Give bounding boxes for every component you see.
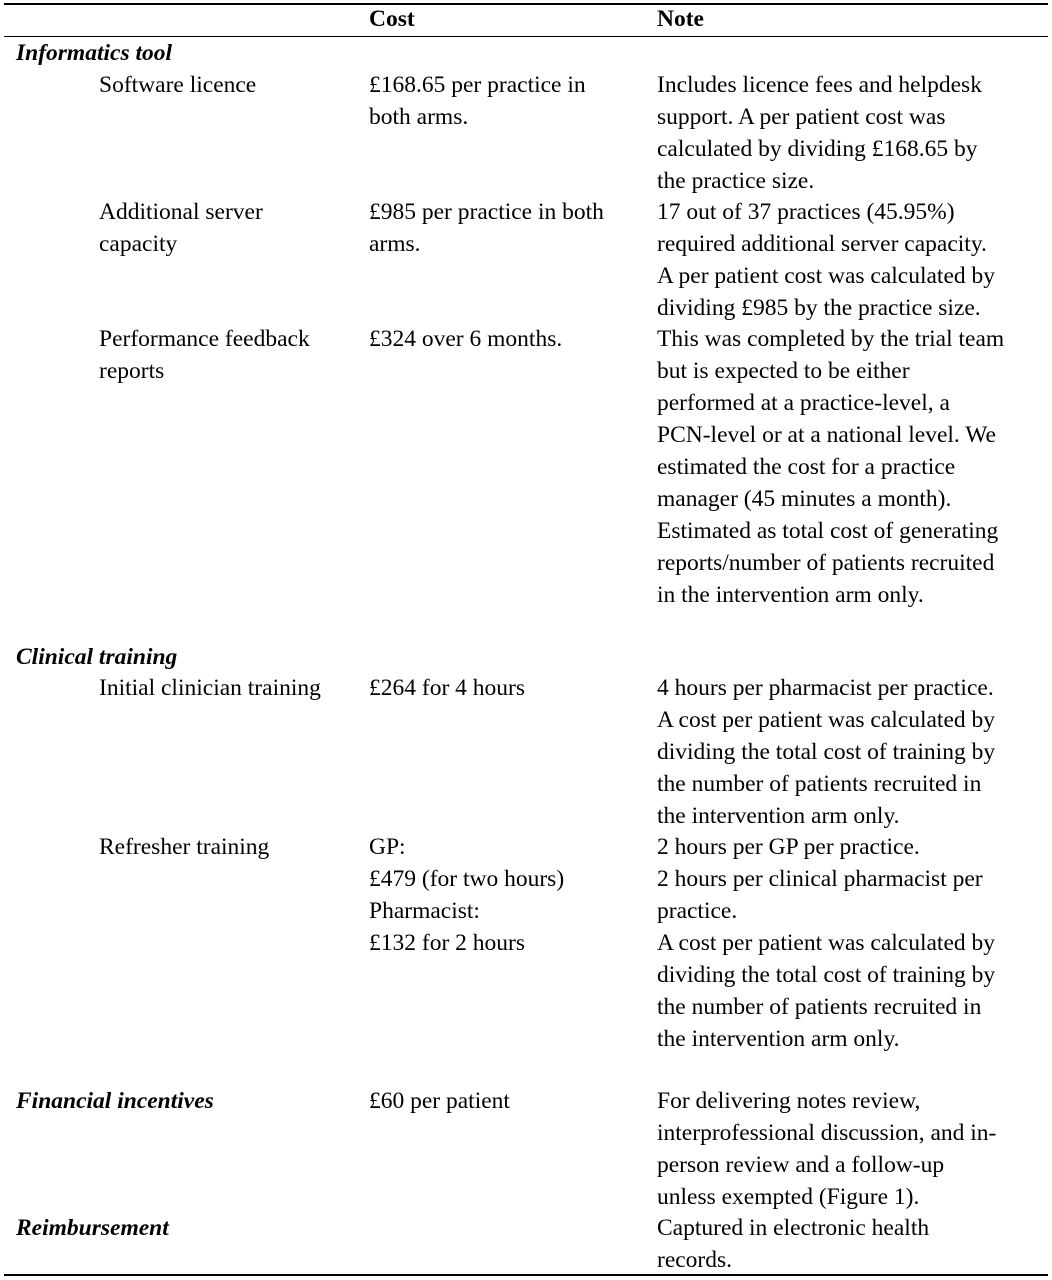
row-server-capacity-item — [99, 196, 359, 260]
note-line: A per patient cost was calculated by — [657, 263, 996, 289]
cost-line: £60 per patient — [369, 1088, 510, 1114]
cost-line: £168.65 per practice in — [369, 72, 586, 98]
row-feedback-reports-note — [657, 323, 1047, 611]
cost-line: £985 per practice in both — [369, 199, 604, 225]
row-software-licence-note — [657, 69, 1047, 197]
item-line: Performance feedback — [99, 326, 310, 352]
note-line: the number of patients recruited in — [657, 994, 982, 1020]
note-line: estimated the cost for a practice — [657, 454, 956, 480]
item-line: reports — [99, 358, 165, 384]
row-initial-training-note — [657, 672, 1047, 832]
note-line: dividing £985 by the practice size. — [657, 295, 981, 321]
note-line: 17 out of 37 practices (45.95%) — [657, 199, 955, 225]
note-line: the intervention arm only. — [657, 1026, 900, 1052]
note-line: required additional server capacity. — [657, 231, 987, 257]
cost-line: arms. — [369, 231, 421, 257]
note-line: person review and a follow-up — [657, 1152, 945, 1178]
note-line: PCN-level or at a national level. We — [657, 422, 996, 448]
row-software-licence-cost — [369, 69, 639, 133]
note-line: 4 hours per pharmacist per practice. — [657, 675, 994, 701]
row-refresher-training-note — [657, 831, 1047, 1055]
table-top-rule — [4, 3, 1048, 5]
note-line: records. — [657, 1247, 733, 1273]
note-line: manager (45 minutes a month). — [657, 486, 952, 512]
note-line: Captured in electronic health — [657, 1215, 930, 1241]
section-title-clinical-training: Clinical training — [16, 644, 178, 670]
row-server-capacity-note — [657, 196, 1047, 324]
item-line: Refresher training — [99, 834, 270, 860]
note-line: the intervention arm only. — [657, 803, 900, 829]
note-line: Estimated as total cost of generating — [657, 518, 999, 544]
note-line: the number of patients recruited in — [657, 771, 982, 797]
note-line: but is expected to be either — [657, 358, 910, 384]
section-title-informatics-tool: Informatics tool — [16, 40, 173, 66]
note-line: in the intervention arm only. — [657, 582, 924, 608]
row-initial-training-item — [99, 672, 359, 704]
note-line: dividing the total cost of training by — [657, 739, 996, 765]
row-server-capacity-cost — [369, 196, 639, 260]
note-line: practice. — [657, 898, 738, 924]
cost-line: £324 over 6 months. — [369, 326, 563, 352]
row-initial-training-cost — [369, 672, 639, 704]
note-line: 2 hours per clinical pharmacist per — [657, 866, 983, 892]
row-financial-incentives-cost — [369, 1085, 639, 1117]
note-line: reports/number of patients recruited — [657, 550, 995, 576]
note-line: dividing the total cost of training by — [657, 962, 996, 988]
note-line: interprofessional discussion, and in- — [657, 1120, 997, 1146]
cost-line: £264 for 4 hours — [369, 675, 525, 701]
column-header-note: Note — [657, 6, 704, 32]
row-financial-incentives-note — [657, 1085, 1047, 1213]
section-title-financial-incentives: Financial incentives — [16, 1088, 214, 1114]
note-line: For delivering notes review, — [657, 1088, 921, 1114]
cost-line: Pharmacist: — [369, 898, 480, 924]
note-line: 2 hours per GP per practice. — [657, 834, 920, 860]
cost-line: £132 for 2 hours — [369, 930, 525, 956]
note-line: performed at a practice-level, a — [657, 390, 950, 416]
row-feedback-reports-item — [99, 323, 359, 387]
note-line: Includes licence fees and helpdesk — [657, 72, 982, 98]
cost-line: both arms. — [369, 104, 469, 130]
note-line: A cost per patient was calculated by — [657, 707, 996, 733]
note-line: the practice size. — [657, 168, 815, 194]
item-line: capacity — [99, 231, 178, 257]
note-line: A cost per patient was calculated by — [657, 930, 996, 956]
note-line: calculated by dividing £168.65 by — [657, 136, 978, 162]
note-line: This was completed by the trial team — [657, 326, 1005, 352]
note-line: unless exempted (Figure 1). — [657, 1184, 920, 1210]
note-line: support. A per patient cost was — [657, 104, 946, 130]
item-line: Initial clinician training — [99, 675, 321, 701]
row-refresher-training-cost — [369, 831, 639, 959]
item-line: Additional server — [99, 199, 263, 225]
section-title-reimbursement: Reimbursement — [16, 1215, 169, 1241]
item-line: Software licence — [99, 72, 257, 98]
table-bottom-rule — [4, 1274, 1048, 1276]
column-header-cost: Cost — [369, 6, 415, 32]
row-software-licence-item — [99, 69, 359, 101]
row-refresher-training-item — [99, 831, 359, 863]
cost-line: GP: — [369, 834, 406, 860]
row-feedback-reports-cost — [369, 323, 639, 355]
cost-line: £479 (for two hours) — [369, 866, 565, 892]
row-reimbursement-note — [657, 1212, 1047, 1276]
